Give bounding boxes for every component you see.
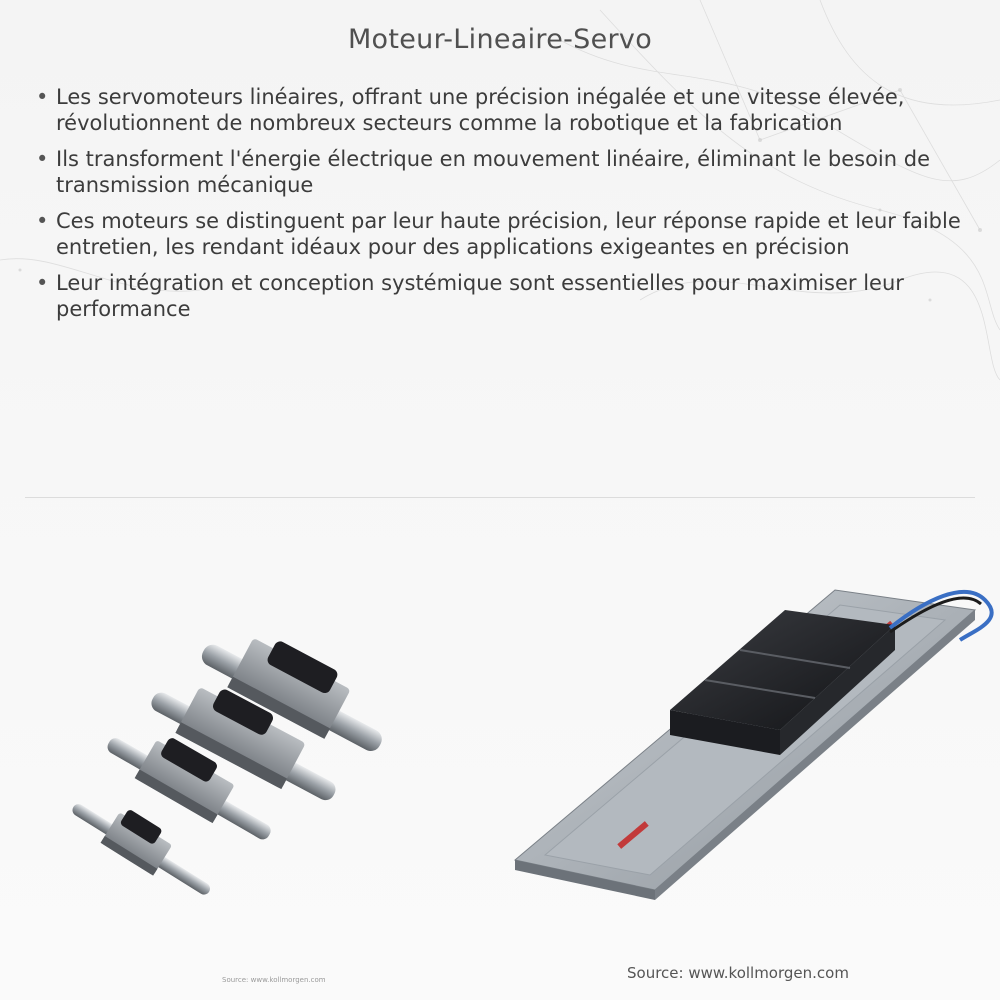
bullet-text: Ces moteurs se distinguent par leur haute précision, leur réponse rapide et leur faible entretien, les rendant idéaux pour des applications exigeantes en précision [56,209,961,259]
source-credit: Source: www.kollmorgen.com [627,964,849,982]
bullet-text: Ils transforment l'énergie électrique en mouvement linéaire, éliminant le besoin de transmission mécanique [56,147,930,197]
linear-motors-photo [70,600,430,930]
bullet-item [32,146,967,198]
image-credit-small: Source: www.kollmorgen.com [222,976,326,984]
bullet-text: Leur intégration et conception systémique sont essentielles pour maximiser leur performance [56,271,904,321]
page-title: Moteur-Lineaire-Servo [347,24,653,55]
bullet-dot: • [36,209,49,233]
bullet-item [32,208,967,260]
linear-stage-photo [505,570,1000,910]
bullet-list [32,84,967,332]
bullet-item [32,270,967,322]
bullet-dot: • [36,85,49,109]
bullet-item [32,84,967,136]
bullet-dot: • [36,271,49,295]
bullet-text: Les servomoteurs linéaires, offrant une précision inégalée et une vitesse élevée, révolutionnent de nombreux secteurs comme la robotique et la fabrication [56,85,905,135]
divider [25,497,975,498]
bullet-dot: • [36,147,49,171]
